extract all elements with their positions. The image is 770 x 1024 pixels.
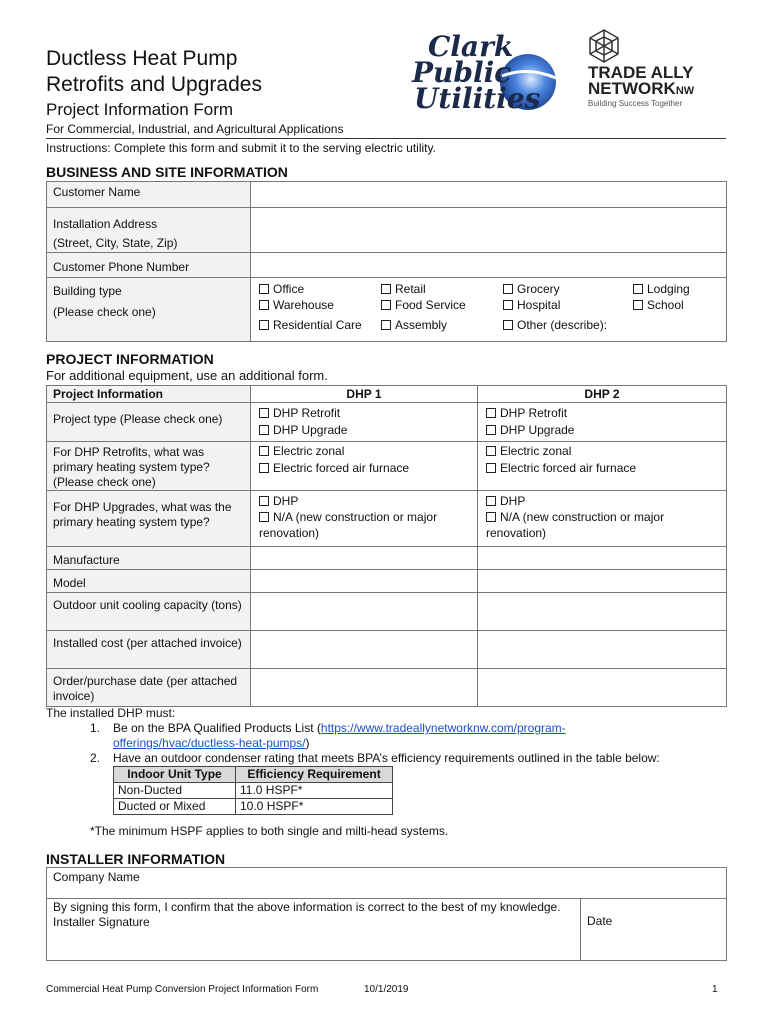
- checkbox-school[interactable]: [633, 298, 684, 312]
- installation-address-field[interactable]: [251, 208, 727, 253]
- dhp1-manufacture-field[interactable]: [251, 547, 478, 570]
- installer-section-heading: INSTALLER INFORMATION: [46, 851, 226, 867]
- installer-table: [46, 867, 727, 961]
- dhp2-date-field[interactable]: [478, 669, 727, 707]
- form-title: [46, 46, 262, 98]
- customer-name-field[interactable]: [251, 182, 727, 208]
- form-subtitle: Project Information Form: [46, 100, 234, 119]
- address-label-line1: Installation Address: [53, 217, 158, 231]
- dhp1-checkbox-na[interactable]: [259, 509, 469, 541]
- dhp2-checkbox-retrofit[interactable]: [486, 405, 567, 422]
- project-section-heading: PROJECT INFORMATION: [46, 351, 214, 367]
- model-text: Model: [53, 576, 86, 590]
- dhp2-model-field[interactable]: [478, 570, 727, 593]
- requirement-1-number: 1.: [90, 721, 101, 735]
- dhp1-checkbox-electric-zonal[interactable]: [259, 443, 344, 460]
- option-label: Lodging: [647, 282, 690, 296]
- checkbox-icon: [381, 320, 391, 330]
- building-type-line1: Building type: [53, 284, 122, 298]
- clark-word: Clark: [428, 30, 514, 63]
- manufacture-text: Manufacture: [53, 553, 120, 567]
- signature-date-label: Date: [587, 914, 613, 928]
- option-label: DHP Retrofit: [500, 406, 568, 420]
- efficiency-cell: Ducted or Mixed: [114, 799, 236, 815]
- requirements-intro: The installed DHP must:: [46, 706, 176, 720]
- option-label: Residential Care: [273, 318, 362, 332]
- project-type-text: Project type (Please check one): [53, 412, 223, 426]
- footer-page-number: 1: [712, 984, 718, 995]
- checkbox-icon: [259, 284, 269, 294]
- model-label: [47, 570, 251, 593]
- confirm-statement: By signing this form, I confirm that the above information is correct to the best of my knowledge.: [53, 900, 561, 914]
- checkbox-icon: [381, 300, 391, 310]
- dhp1-project-type: [251, 403, 478, 442]
- checkbox-warehouse[interactable]: [259, 298, 334, 312]
- requirement-1-close: ): [305, 736, 310, 750]
- efficiency-header-indoor: Indoor Unit Type: [114, 767, 236, 783]
- header-divider: [46, 138, 726, 139]
- option-label: Electric zonal: [500, 444, 572, 458]
- checkbox-food-service[interactable]: [381, 298, 466, 312]
- dhp2-checkbox-forced-air[interactable]: [486, 460, 636, 477]
- customer-phone-label: [47, 253, 251, 278]
- customer-phone-field[interactable]: [251, 253, 727, 278]
- checkbox-icon: [259, 320, 269, 330]
- dhp1-checkbox-upgrade[interactable]: [259, 422, 347, 439]
- checkbox-icon: [486, 496, 496, 506]
- requirement-1-text: Be on the BPA Qualified Products List (: [113, 721, 321, 735]
- project-note: For additional equipment, use an additional form.: [46, 368, 328, 383]
- project-table: [46, 385, 727, 707]
- installation-address-label: [47, 208, 251, 253]
- business-section-heading: BUSINESS AND SITE INFORMATION: [46, 164, 288, 180]
- checkbox-icon: [259, 300, 269, 310]
- dhp1-model-field[interactable]: [251, 570, 478, 593]
- footer-form-name: Commercial Heat Pump Conversion Project Information Form: [46, 984, 319, 995]
- requirement-2-number: 2.: [90, 751, 101, 765]
- building-type-options: [251, 278, 727, 342]
- option-label: Assembly: [395, 318, 448, 332]
- dhp2-checkbox-na[interactable]: [486, 509, 718, 541]
- project-type-label: [47, 403, 251, 442]
- capacity-label: Outdoor unit cooling capacity (tons): [47, 593, 251, 631]
- applications-note: For Commercial, Industrial, and Agricultural Applications: [46, 122, 344, 136]
- option-label: DHP Upgrade: [500, 423, 575, 437]
- checkbox-icon: [486, 463, 496, 473]
- checkbox-residential-care[interactable]: [259, 318, 362, 332]
- checkbox-office[interactable]: [259, 282, 304, 296]
- option-label: Other (describe):: [517, 318, 608, 332]
- efficiency-table: [113, 766, 393, 815]
- efficiency-cell: Non-Ducted: [114, 783, 236, 799]
- dhp1-date-field[interactable]: [251, 669, 478, 707]
- dhp1-checkbox-forced-air[interactable]: [259, 460, 409, 477]
- trade-ally-tagline: Building Success Together: [588, 99, 683, 108]
- dhp2-capacity-field[interactable]: [478, 593, 727, 631]
- clark-public-utilities-logo: [410, 30, 560, 118]
- checkbox-icon: [503, 320, 513, 330]
- option-label: N/A (new construction or major renovation): [486, 510, 665, 540]
- checkbox-icon: [259, 446, 269, 456]
- trade-ally-suffix: NW: [675, 85, 695, 97]
- checkbox-icon: [486, 408, 496, 418]
- checkbox-icon: [259, 496, 269, 506]
- option-label: Warehouse: [273, 298, 334, 312]
- dhp1-header: DHP 1: [251, 386, 478, 403]
- checkbox-icon: [486, 446, 496, 456]
- checkbox-assembly[interactable]: [381, 318, 447, 332]
- address-label-line2: (Street, City, State, Zip): [53, 236, 178, 250]
- trade-ally-emblem-icon: [586, 28, 622, 64]
- public-word: Public: [412, 56, 512, 89]
- qualified-products-link-part-2[interactable]: offerings/hvac/ductless-heat-pumps/: [113, 736, 306, 750]
- dhp1-capacity-field[interactable]: [251, 593, 478, 631]
- option-label: Electric forced air furnace: [273, 461, 410, 475]
- checkbox-lodging[interactable]: [633, 282, 690, 296]
- dhp1-cost-field[interactable]: [251, 631, 478, 669]
- checkbox-icon: [259, 425, 269, 435]
- efficiency-header-requirement: Efficiency Requirement: [236, 767, 393, 783]
- option-label: DHP Retrofit: [273, 406, 341, 420]
- table-row: [114, 799, 393, 815]
- dhp1-checkbox-retrofit[interactable]: [259, 405, 340, 422]
- company-name-label: Company Name: [53, 870, 140, 884]
- hspf-footnote: *The minimum HSPF applies to both single and milti-head systems.: [90, 824, 449, 838]
- company-name-field[interactable]: [47, 868, 727, 899]
- phone-label-text: Customer Phone Number: [53, 260, 190, 274]
- checkbox-icon: [381, 284, 391, 294]
- efficiency-cell: 10.0 HSPF*: [236, 799, 393, 815]
- trade-ally-line1: TRADE ALLY: [588, 63, 694, 82]
- customer-name-label: Customer Name: [47, 182, 251, 208]
- dhp2-checkbox-dhp[interactable]: [486, 493, 525, 509]
- dhp2-checkbox-electric-zonal[interactable]: [486, 443, 571, 460]
- dhp2-manufacture-field[interactable]: [478, 547, 727, 570]
- trade-ally-line2: NETWORK: [588, 79, 676, 98]
- manufacture-label: [47, 547, 251, 570]
- signature-date-field[interactable]: [581, 899, 727, 961]
- instructions: Instructions: Complete this form and submit it to the serving electric utility.: [46, 141, 436, 155]
- dhp2-retrofit-heating: [478, 442, 727, 491]
- dhp1-upgrade-heating: [251, 491, 478, 547]
- installed-cost-label: Installed cost (per attached invoice): [47, 631, 251, 669]
- efficiency-cell: 11.0 HSPF*: [236, 783, 393, 799]
- title-line-1: Ductless Heat Pump: [46, 47, 238, 70]
- option-label: DHP Upgrade: [273, 423, 348, 437]
- checkbox-icon: [503, 300, 513, 310]
- checkbox-icon: [259, 408, 269, 418]
- checkbox-icon: [259, 512, 269, 522]
- option-label: N/A (new construction or major renovation): [259, 510, 438, 540]
- option-label: Electric zonal: [273, 444, 345, 458]
- installer-signature-field[interactable]: [47, 899, 581, 961]
- checkbox-icon: [259, 463, 269, 473]
- checkbox-retail[interactable]: [381, 282, 426, 296]
- title-line-2: Retrofits and Upgrades: [46, 73, 262, 96]
- requirement-1: [113, 721, 713, 751]
- dhp2-cost-field[interactable]: [478, 631, 727, 669]
- option-label: Food Service: [395, 298, 466, 312]
- dhp2-header: DHP 2: [478, 386, 727, 403]
- project-info-header: Project Information: [47, 386, 251, 403]
- trade-ally-network-logo: [586, 28, 726, 118]
- business-table: [46, 181, 727, 342]
- requirement-2-text: Have an outdoor condenser rating that meets BPA’s efficiency requirements outlined in the table below:: [113, 751, 660, 765]
- purchase-date-label: Order/purchase date (per attached invoice): [47, 669, 251, 707]
- checkbox-icon: [486, 512, 496, 522]
- footer-date: 10/1/2019: [364, 984, 409, 995]
- option-label: Office: [273, 282, 305, 296]
- checkbox-other[interactable]: [503, 318, 607, 332]
- utilities-word: Utilities: [414, 82, 541, 115]
- option-label: Grocery: [517, 282, 560, 296]
- option-label: DHP: [273, 494, 299, 508]
- checkbox-icon: [503, 284, 513, 294]
- checkbox-icon: [486, 425, 496, 435]
- dhp2-project-type: [478, 403, 727, 442]
- checkbox-icon: [633, 300, 643, 310]
- option-label: Retail: [395, 282, 426, 296]
- dhp1-retrofit-heating: [251, 442, 478, 491]
- installer-signature-label: Installer Signature: [53, 915, 150, 929]
- building-type-label: [47, 278, 251, 342]
- upgrade-question: For DHP Upgrades, what was the primary heating system type?: [47, 491, 251, 547]
- dhp2-checkbox-upgrade[interactable]: [486, 422, 574, 439]
- option-label: Hospital: [517, 298, 561, 312]
- option-label: School: [647, 298, 684, 312]
- option-label: DHP: [500, 494, 526, 508]
- qualified-products-link-part-1[interactable]: https://www.tradeallynetworknw.com/program-: [320, 721, 566, 735]
- option-label: Electric forced air furnace: [500, 461, 637, 475]
- checkbox-hospital[interactable]: [503, 298, 560, 312]
- checkbox-grocery[interactable]: [503, 282, 560, 296]
- retrofit-question: For DHP Retrofits, what was primary heating system type? (Please check one): [47, 442, 251, 491]
- checkbox-icon: [633, 284, 643, 294]
- dhp1-checkbox-dhp[interactable]: [259, 493, 298, 509]
- table-row: [114, 783, 393, 799]
- dhp2-upgrade-heating: [478, 491, 727, 547]
- building-type-line2: (Please check one): [53, 305, 156, 319]
